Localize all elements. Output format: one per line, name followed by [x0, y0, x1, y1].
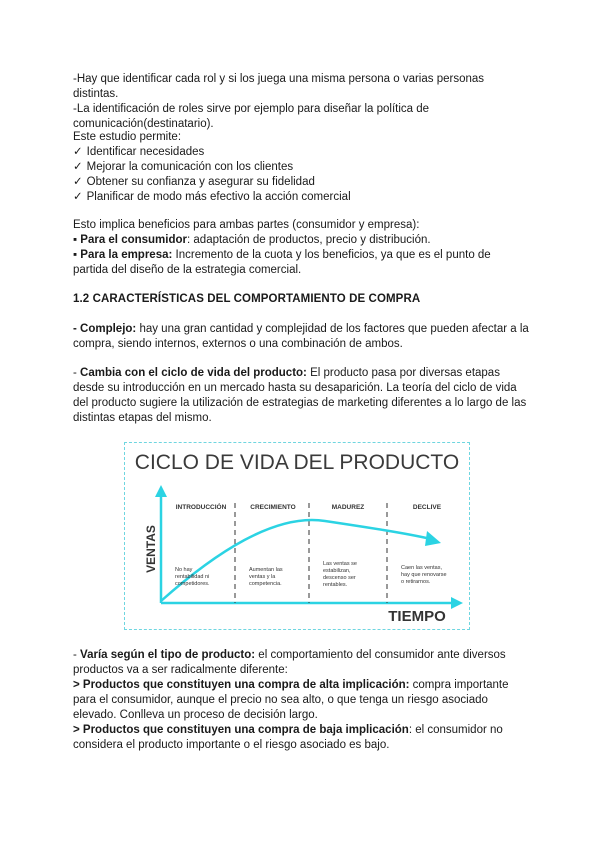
- study-item: ✓ Identificar necesidades: [73, 146, 205, 158]
- study-block: [73, 130, 529, 205]
- stage-note-line: Las ventas se: [323, 561, 357, 567]
- low-involvement: > Productos que constituyen una compra de baja implicación: el consumidor no considera el producto importante o el riesgo asociado es bajo.: [73, 724, 503, 751]
- intro-block: [73, 72, 529, 132]
- stage-note-line: Caen las ventas,: [401, 565, 442, 571]
- stage-note-line: Aumentan las: [249, 567, 283, 573]
- varies-block: [73, 648, 529, 753]
- stage-label: INTRODUCCIÓN: [175, 504, 227, 511]
- stage-label: CRECIMIENTO: [250, 504, 296, 511]
- stage-note-line: competidores.: [175, 581, 210, 587]
- high-involvement: > Productos que constituyen una compra de alta implicación: compra importante para el consumidor, aunque el precio no sea alto, o que tenga un riesgo asociado elevado. Conlleva un proceso de decisión largo.: [73, 679, 509, 721]
- complex-paragraph: - Complejo: hay una gran cantidad y complejidad de los factores que pueden afectar a la compra, siendo internos, externos o una combinación de ambos.: [73, 323, 529, 350]
- check-icon: ✓: [73, 176, 83, 188]
- y-axis-label: VENTAS: [144, 525, 158, 573]
- lifecycle-diagram: [125, 443, 469, 629]
- stage-note-line: rentables.: [323, 582, 348, 588]
- varies-paragraph: - Varía según el tipo de producto: el comportamiento del consumidor ante diversos productos va a ser radicalmente diferente:: [73, 649, 506, 676]
- benefit-consumer: ▪ Para el consumidor: adaptación de productos, precio y distribución.: [73, 234, 431, 246]
- stage-note-line: estabilizan,: [323, 568, 351, 574]
- lifecycle-figure: [124, 442, 470, 630]
- stage-label: DECLIVE: [412, 504, 442, 511]
- study-item: ✓ Mejorar la comunicación con los clientes: [73, 161, 294, 173]
- check-icon: ✓: [73, 191, 83, 203]
- stage-note-line: descenso ser: [323, 575, 356, 581]
- x-axis-label: TIEMPO: [388, 608, 446, 625]
- stage-note-line: competencia.: [249, 581, 282, 587]
- stage-label: MADUREZ: [331, 504, 365, 511]
- study-item: ✓ Planificar de modo más efectivo la acción comercial: [73, 191, 351, 203]
- benefits-lead: Esto implica beneficios para ambas partes (consumidor y empresa):: [73, 219, 420, 231]
- benefits-block: [73, 218, 529, 278]
- study-lead: Este estudio permite:: [73, 131, 182, 143]
- lifecycle-paragraph: - Cambia con el ciclo de vida del producto: El producto pasa por diversas etapas desde su introducción en un mercado hasta su desaparición. La teoría del ciclo de vida del producto sugiere la utilización de estrategias de marketing diferentes a lo largo de las distintas etapas del mismo.: [73, 367, 527, 424]
- stage-note-line: ventas y la: [249, 574, 276, 580]
- check-icon: ✓: [73, 146, 83, 158]
- intro-line-1: -Hay que identificar cada rol y si los juega una misma persona o varias personas distintas.: [73, 73, 485, 100]
- figure-title: CICLO DE VIDA DEL PRODUCTO: [134, 451, 460, 474]
- stage-note-line: rentabilidad ni: [175, 574, 210, 580]
- check-icon: ✓: [73, 161, 83, 173]
- intro-line-2: -La identificación de roles sirve por ejemplo para diseñar la política de comunicación(destinatario).: [73, 103, 430, 130]
- stage-note-line: hay que renovarse: [401, 572, 447, 578]
- section-heading: 1.2 CARACTERÍSTICAS DEL COMPORTAMIENTO DE COMPRA: [73, 293, 421, 305]
- benefit-company: ▪ Para la empresa: Incremento de la cuota y los beneficios, ya que es el punto de partida del diseño de la estrategia comercial.: [73, 249, 491, 276]
- study-item: ✓ Obtener su confianza y asegurar su fidelidad: [73, 176, 315, 188]
- stage-note-line: No hay: [175, 567, 193, 573]
- stage-note-line: o retirarnos.: [401, 579, 431, 585]
